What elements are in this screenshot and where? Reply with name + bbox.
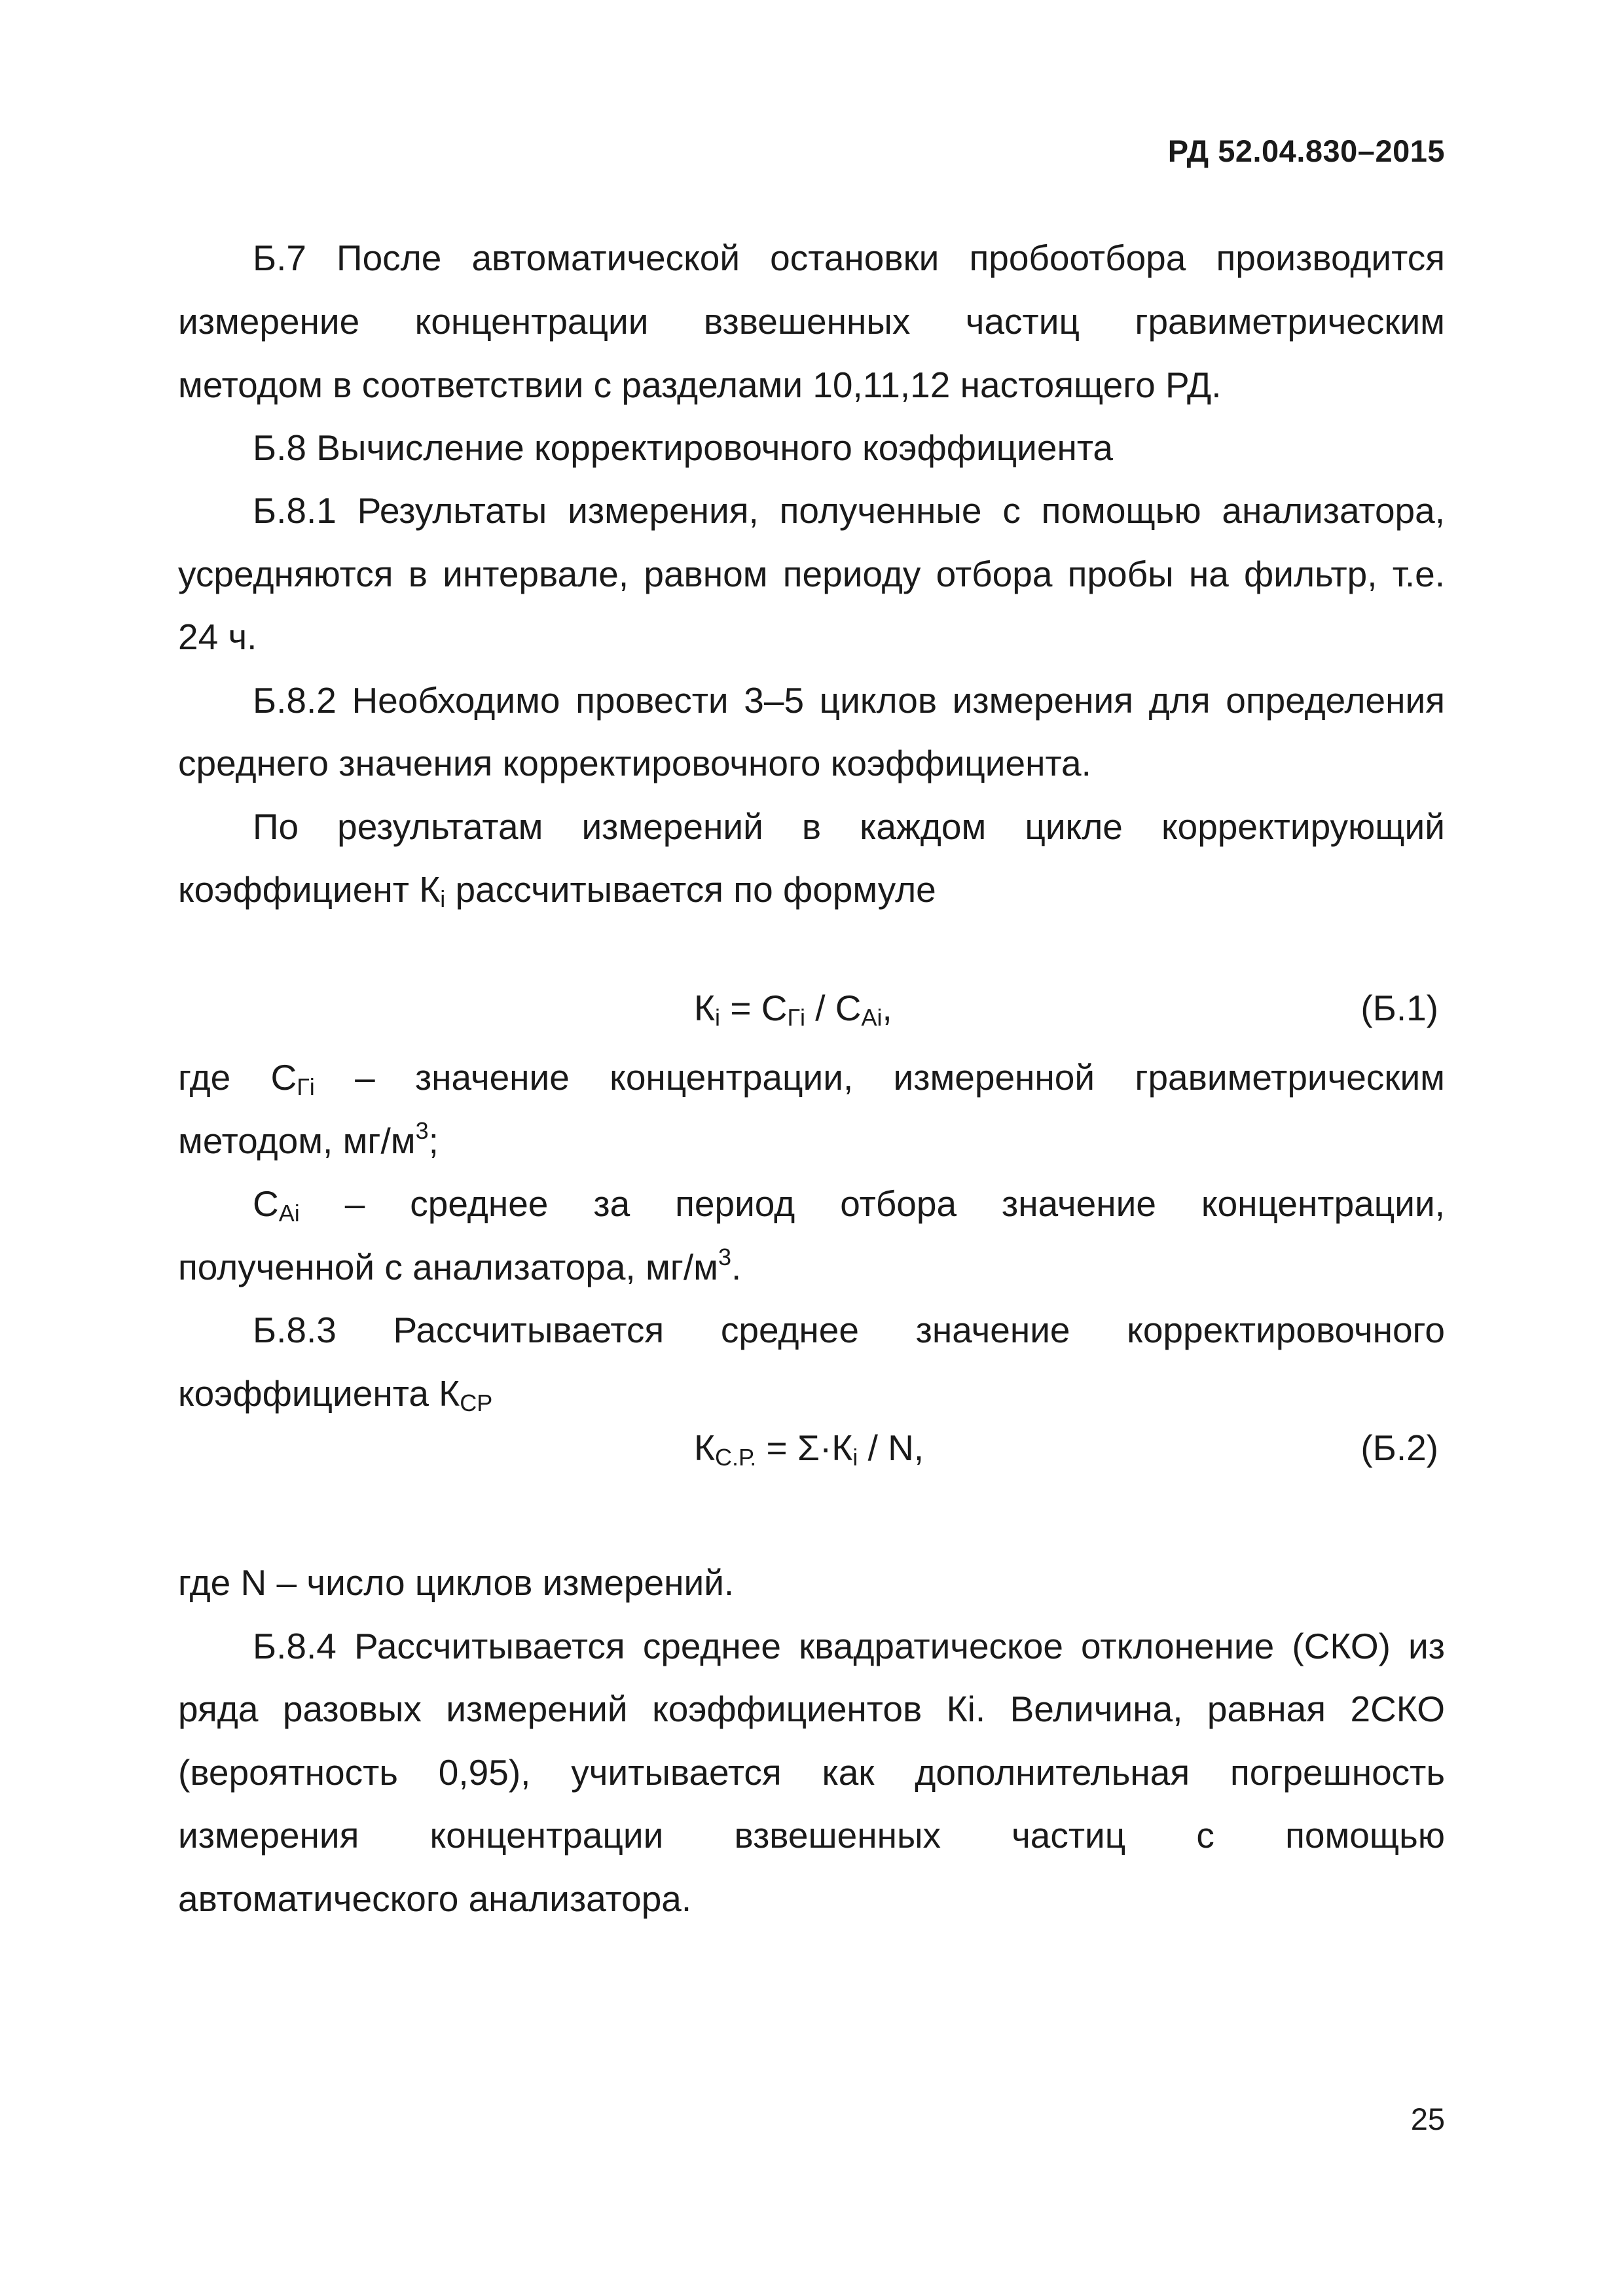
paragraph-b82-line-2: среднего значения корректировочного коэффициента.	[178, 743, 1091, 783]
paragraph-b84-line-3: (вероятность 0,95), учитывается как дополнительная погрешность	[178, 1752, 1445, 1793]
formula-b2: $К_{С.Р.} = \Sigma\cdot К_i / N$,	[694, 1427, 924, 1471]
paragraph-b84-line-5: автоматического анализатора.	[178, 1878, 692, 1919]
section-heading-b8: Б.8 Вычисление корректировочного коэффициента	[253, 427, 1114, 468]
paragraph-b82-line-1: Б.8.2 Необходимо провести 3–5 циклов измерения для определения	[253, 680, 1445, 721]
paragraph-b83-line-1: Б.8.3 Рассчитывается среднее значение корректировочного	[253, 1310, 1445, 1350]
paragraph-b7-line-1: Б.7 После автоматической остановки пробоотбора производится	[253, 238, 1445, 278]
paragraph-b84-line-1: Б.8.4 Рассчитывается среднее квадратическое отклонение (СКО) из	[253, 1626, 1445, 1666]
formula-b1: $К_i = С_{Гi} / С_{Ai}$,	[694, 988, 892, 1031]
paragraph-b7-line-2: измерение концентрации взвешенных частиц гравиметрическим	[178, 301, 1445, 342]
where-ca-line-1: $С_{Ai}$ – среднее за период отбора значение концентрации,	[253, 1183, 1445, 1227]
paragraph-b83-line-2: коэффициента $К_{СР}$	[178, 1373, 493, 1416]
paragraph-b84-line-2: ряда разовых измерений коэффициентов Кi. Величина, равная 2СКО	[178, 1689, 1445, 1729]
document-code: РД 52.04.830–2015	[1167, 134, 1445, 168]
where-ca-line-2: полученной с анализатора, $мг/м^3$.	[178, 1244, 742, 1287]
paragraph-b7-line-3: методом в соответствии с разделами 10,11,12 настоящего РД.	[178, 365, 1222, 405]
paragraph-b81-line-1: Б.8.1 Результаты измерения, полученные с помощью анализатора,	[253, 490, 1445, 531]
where-n: где N – число циклов измерений.	[178, 1562, 735, 1603]
paragraph-intro-line-1: По результатам измерений в каждом цикле корректирующий	[253, 806, 1445, 847]
equation-number-b1: (Б.1)	[1360, 988, 1438, 1028]
paragraph-b81-line-3: 24 ч.	[178, 617, 257, 657]
equation-number-b2: (Б.2)	[1360, 1427, 1438, 1468]
paragraph-intro-line-2: коэффициент $К_i$ рассчитывается по формуле	[178, 869, 936, 912]
page-number: 25	[1410, 2102, 1445, 2136]
where-cg-line-2: методом, $мг/м^3$;	[178, 1117, 439, 1161]
paragraph-b84-line-4: измерения концентрации взвешенных частиц с помощью	[178, 1815, 1445, 1856]
paragraph-b81-line-2: усредняются в интервале, равном периоду отбора пробы на фильтр, т.е.	[178, 554, 1445, 594]
where-cg-line-1: где $С_{Гi}$ – значение концентрации, измеренной гравиметрическим	[178, 1057, 1445, 1100]
